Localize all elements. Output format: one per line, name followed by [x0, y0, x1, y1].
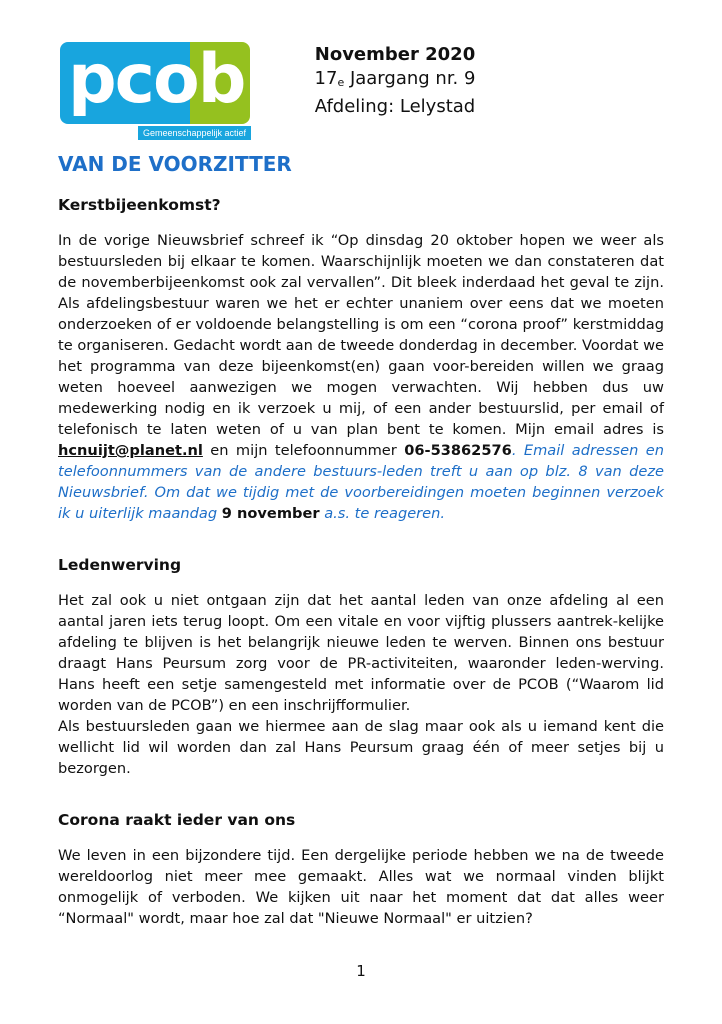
logo-word: pcob — [68, 40, 245, 119]
section-heading-corona: Corona raakt ieder van ons — [58, 811, 296, 829]
kerst-italic-end: a.s. te reageren. — [319, 505, 446, 522]
pcob-logo — [60, 42, 250, 138]
paragraph-corona: We leven in een bijzondere tijd. Een dergelijke periode hebben we na de tweede wereldoorlog niet meer mee gemaakt. Alles wat we normaal vinden blijkt onmogelijk of verboden. We kijken uit naar het moment dat dat alles weer “Normaal" wordt, maar hoe zal dat "Nieuwe Normaal" er uitzien? — [58, 847, 664, 927]
masthead — [300, 42, 490, 119]
department: Afdeling: Lelystad — [314, 96, 476, 117]
paragraph-leden-1: Het zal ook u niet ontgaan zijn dat het aantal leden van onze afdeling al een aantal jaren iets terug loopt. Om een vitale en voor vijftig plussers aantrek-kelijke afdeling te blijven is het belangrijk nieuwe leden te werven. Binnen ons bestuur draagt Hans Peursum zorg voor de PR-activiteiten, waaronder leden-werving. Hans heeft een setje samengesteld met informatie over de PCOB (“Waarom lid worden van de PCOB”) en een inschrijfformulier. — [58, 592, 664, 714]
kerst-mid: en mijn telefoonnummer — [202, 442, 405, 459]
issue-number — [300, 67, 490, 95]
email-link[interactable]: hcnuijt@planet.nl — [58, 442, 203, 459]
section-heading-kerst: Kerstbijeenkomst? — [58, 196, 221, 214]
year-number: 17 — [314, 68, 338, 89]
year-suffix: e — [337, 76, 345, 89]
issue-date: November 2020 — [314, 44, 476, 65]
section-heading-leden: Ledenwerving — [58, 556, 182, 574]
page-number: 1 — [356, 962, 366, 980]
deadline-date: 9 november — [221, 505, 320, 522]
article — [58, 148, 664, 929]
paragraph-kerst — [58, 230, 664, 524]
kerst-body: In de vorige Nieuwsbrief schreef ik “Op dinsdag 20 oktober hopen we weer als bestuursleden bij elkaar te komen. Waarschijnlijk moeten we dan constateren dat de novemberbijeenkomst ook zal vervallen”. Dit bleek inderdaad het geval te zijn. Als afdelingsbestuur waren we het er echter unaniem over eens dat we moeten onderzoeken of er voldoende belangstelling is om een “corona proof” kerstmiddag te organiseren. Gedacht wordt aan de tweede donderdag in december. Voordat we het programma van deze bijeenkomst(en) gaan voor-bereiden willen we graag weten hoeveel aanwezigen we mogen verwachten. Wij hebben dus uw medewerking nodig en ik verzoek u mij, of een ander bestuurslid, per email of telefonisch te laten weten of u van plan bent te komen. Mijn email adres is — [58, 232, 664, 438]
paragraph-leden-2: Als bestuursleden gaan we hiermee aan de slag maar ook als u iemand kent die wellicht lid wil worden dan zal Hans Peursum graag één of meer setjes bij u bezorgen. — [58, 718, 664, 777]
kerst-italic-text: . Email adressen en telefoonnummers van de andere bestuurs-leden treft u aan op blz. 8 van deze Nieuwsbrief. Om dat we tijdig met de voorbereidingen moeten beginnen verzoek ik u uiterlijk maandag — [58, 442, 664, 522]
logo-tagline: Gemeenschappelijk actief — [138, 126, 251, 140]
issue-label: Jaargang nr. 9 — [344, 68, 476, 89]
phone-number: 06-53862576 — [404, 442, 512, 459]
page-title: VAN DE VOORZITTER — [58, 152, 292, 176]
